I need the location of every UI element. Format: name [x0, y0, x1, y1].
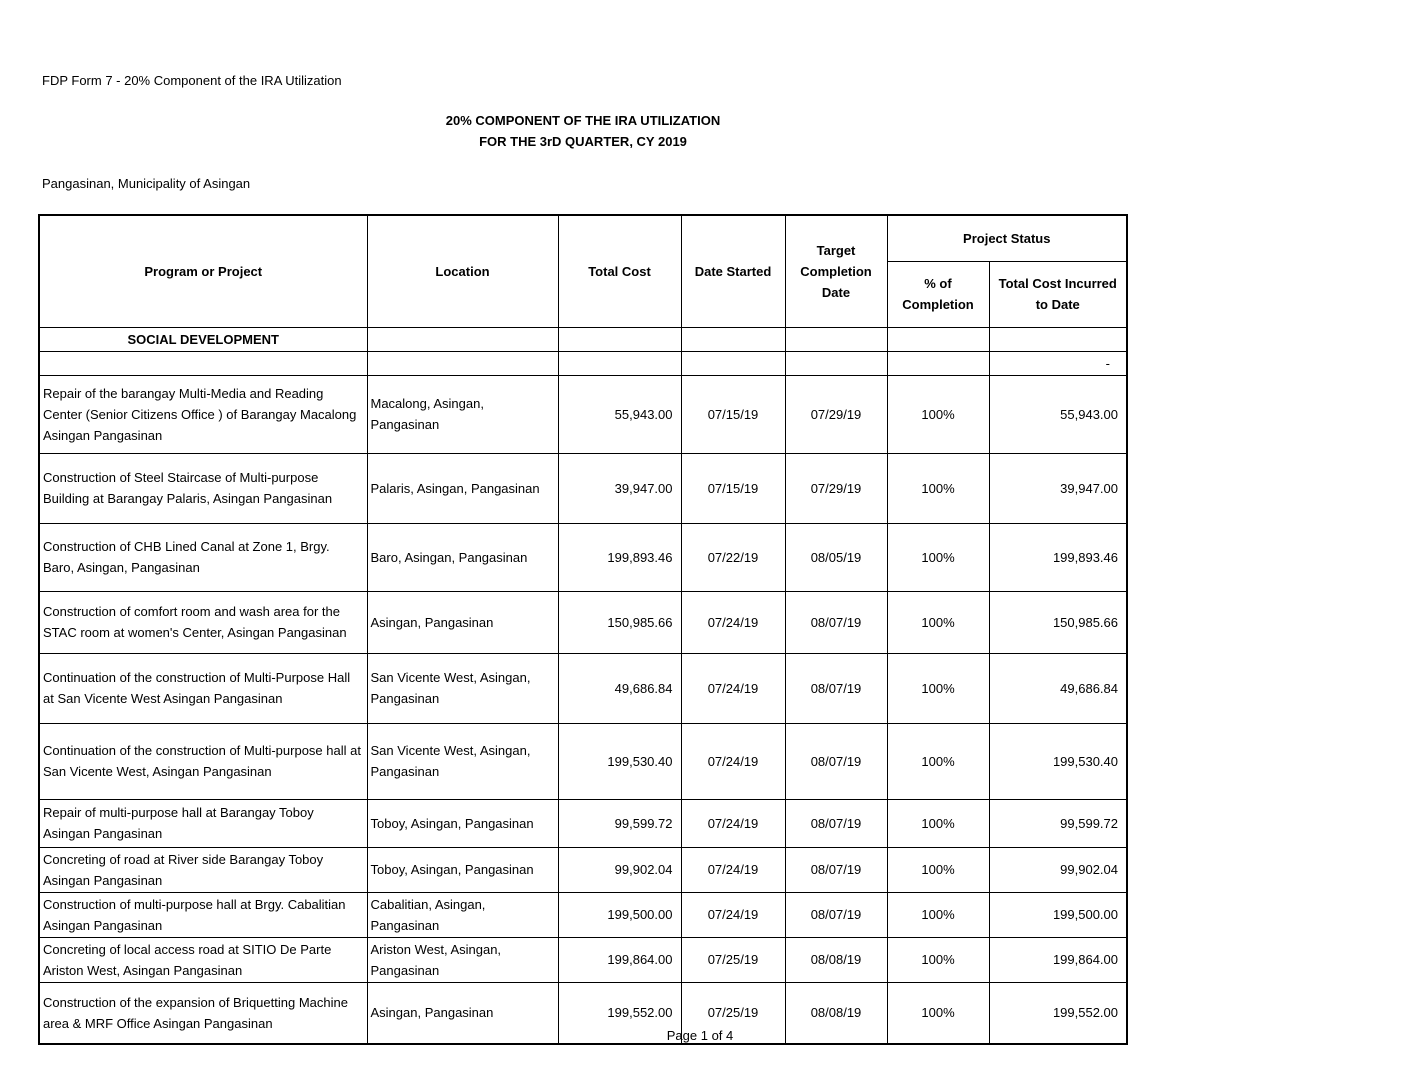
blank-row — [39, 351, 1127, 375]
table-row — [39, 591, 1127, 653]
cell-pct-completion: 100% — [887, 799, 989, 847]
cell-pct-completion: 100% — [887, 937, 989, 982]
col-header-cost-incurred: Total Cost Incurred to Date — [989, 261, 1127, 327]
cell-cost-incurred: 99,902.04 — [989, 847, 1127, 892]
col-header-location: Location — [367, 215, 558, 327]
cell-pct-completion: 100% — [887, 892, 989, 937]
cell-location: Asingan, Pangasinan — [367, 982, 558, 1044]
cell-location: Ariston West, Asingan, Pangasinan — [367, 937, 558, 982]
cell-pct-completion: 100% — [887, 523, 989, 591]
cell-location: Baro, Asingan, Pangasinan — [367, 523, 558, 591]
cell-total-cost: 55,943.00 — [558, 375, 681, 453]
cell-total-cost: 49,686.84 — [558, 653, 681, 723]
cell-location: San Vicente West, Asingan, Pangasinan — [367, 653, 558, 723]
cell-program: Continuation of the construction of Multi-Purpose Hall at San Vicente West Asingan Pangasinan — [39, 653, 367, 723]
report-subtitle: FOR THE 3rD QUARTER, CY 2019 — [479, 134, 687, 149]
col-header-project-status: Project Status — [887, 215, 1127, 261]
cell-date-started: 07/24/19 — [681, 847, 785, 892]
cell-total-cost: 150,985.66 — [558, 591, 681, 653]
cell-total-cost: 199,893.46 — [558, 523, 681, 591]
cell-program: Construction of comfort room and wash area for the STAC room at women's Center, Asingan Pangasinan — [39, 591, 367, 653]
cell-target-date: 08/07/19 — [785, 847, 887, 892]
section-row — [39, 327, 1127, 351]
cell-target-date: 08/08/19 — [785, 982, 887, 1044]
cell-program: Construction of the expansion of Briquetting Machine area & MRF Office Asingan Pangasinan — [39, 982, 367, 1044]
blank-row-value: - — [989, 351, 1127, 375]
cell-date-started: 07/24/19 — [681, 653, 785, 723]
cell-location: Macalong, Asingan, Pangasinan — [367, 375, 558, 453]
cell-program: Repair of the barangay Multi-Media and Reading Center (Senior Citizens Office ) of Barangay Macalong Asingan Pangasinan — [39, 375, 367, 453]
col-header-pct-completion: % of Completion — [887, 261, 989, 327]
cell-pct-completion: 100% — [887, 653, 989, 723]
cell-location: Palaris, Asingan, Pangasinan — [367, 453, 558, 523]
col-header-total-cost: Total Cost — [558, 215, 681, 327]
cell-total-cost: 99,902.04 — [558, 847, 681, 892]
cell-cost-incurred: 199,893.46 — [989, 523, 1127, 591]
cell-cost-incurred: 150,985.66 — [989, 591, 1127, 653]
col-header-target-completion: Target Completion Date — [785, 215, 887, 327]
cell-date-started: 07/24/19 — [681, 591, 785, 653]
cell-cost-incurred: 199,530.40 — [989, 723, 1127, 799]
cell-program: Repair of multi-purpose hall at Barangay Toboy Asingan Pangasinan — [39, 799, 367, 847]
form-title: FDP Form 7 - 20% Component of the IRA Utilization — [42, 73, 342, 88]
cell-date-started: 07/15/19 — [681, 453, 785, 523]
cell-date-started: 07/24/19 — [681, 892, 785, 937]
cell-total-cost: 39,947.00 — [558, 453, 681, 523]
table-row — [39, 653, 1127, 723]
page-number: Page 1 of 4 — [666, 1028, 734, 1043]
table-row — [39, 375, 1127, 453]
table-row — [39, 847, 1127, 892]
cell-pct-completion: 100% — [887, 723, 989, 799]
cell-total-cost: 199,530.40 — [558, 723, 681, 799]
cell-target-date: 08/07/19 — [785, 653, 887, 723]
cell-program: Construction of Steel Staircase of Multi-purpose Building at Barangay Palaris, Asingan Pangasinan — [39, 453, 367, 523]
utilization-table — [38, 214, 1128, 1045]
cell-cost-incurred: 49,686.84 — [989, 653, 1127, 723]
table-row — [39, 799, 1127, 847]
table-row — [39, 937, 1127, 982]
table-row — [39, 453, 1127, 523]
cell-total-cost: 199,500.00 — [558, 892, 681, 937]
cell-pct-completion: 100% — [887, 591, 989, 653]
cell-program: Concreting of road at River side Barangay Toboy Asingan Pangasinan — [39, 847, 367, 892]
cell-program: Construction of multi-purpose hall at Brgy. Cabalitian Asingan Pangasinan — [39, 892, 367, 937]
cell-total-cost: 99,599.72 — [558, 799, 681, 847]
cell-target-date: 08/07/19 — [785, 723, 887, 799]
cell-pct-completion: 100% — [887, 375, 989, 453]
cell-program: Construction of CHB Lined Canal at Zone 1, Brgy. Baro, Asingan, Pangasinan — [39, 523, 367, 591]
cell-date-started: 07/22/19 — [681, 523, 785, 591]
section-label: SOCIAL DEVELOPMENT — [39, 327, 367, 351]
cell-target-date: 07/29/19 — [785, 453, 887, 523]
cell-total-cost: 199,552.00 — [558, 982, 681, 1044]
cell-location: Cabalitian, Asingan, Pangasinan — [367, 892, 558, 937]
table-row — [39, 723, 1127, 799]
cell-location: Toboy, Asingan, Pangasinan — [367, 847, 558, 892]
cell-target-date: 08/05/19 — [785, 523, 887, 591]
cell-pct-completion: 100% — [887, 982, 989, 1044]
col-header-date-started: Date Started — [681, 215, 785, 327]
cell-target-date: 08/07/19 — [785, 799, 887, 847]
cell-cost-incurred: 199,500.00 — [989, 892, 1127, 937]
cell-location: Asingan, Pangasinan — [367, 591, 558, 653]
cell-target-date: 08/07/19 — [785, 892, 887, 937]
cell-cost-incurred: 99,599.72 — [989, 799, 1127, 847]
cell-program: Continuation of the construction of Multi-purpose hall at San Vicente West, Asingan Pangasinan — [39, 723, 367, 799]
table-row — [39, 892, 1127, 937]
cell-location: San Vicente West, Asingan, Pangasinan — [367, 723, 558, 799]
cell-date-started: 07/25/19 — [681, 937, 785, 982]
report-location: Pangasinan, Municipality of Asingan — [42, 176, 251, 191]
cell-target-date: 07/29/19 — [785, 375, 887, 453]
cell-date-started: 07/15/19 — [681, 375, 785, 453]
cell-date-started: 07/24/19 — [681, 723, 785, 799]
cell-target-date: 08/08/19 — [785, 937, 887, 982]
cell-cost-incurred: 199,552.00 — [989, 982, 1127, 1044]
cell-date-started: 07/24/19 — [681, 799, 785, 847]
col-header-program: Program or Project — [39, 215, 367, 327]
report-title: 20% COMPONENT OF THE IRA UTILIZATION — [445, 113, 721, 128]
cell-cost-incurred: 39,947.00 — [989, 453, 1127, 523]
cell-cost-incurred: 199,864.00 — [989, 937, 1127, 982]
cell-cost-incurred: 55,943.00 — [989, 375, 1127, 453]
cell-target-date: 08/07/19 — [785, 591, 887, 653]
cell-program: Concreting of local access road at SITIO De Parte Ariston West, Asingan Pangasinan — [39, 937, 367, 982]
table-row — [39, 523, 1127, 591]
cell-total-cost: 199,864.00 — [558, 937, 681, 982]
cell-location: Toboy, Asingan, Pangasinan — [367, 799, 558, 847]
cell-pct-completion: 100% — [887, 847, 989, 892]
cell-date-started: 07/25/19 — [681, 982, 785, 1044]
cell-pct-completion: 100% — [887, 453, 989, 523]
